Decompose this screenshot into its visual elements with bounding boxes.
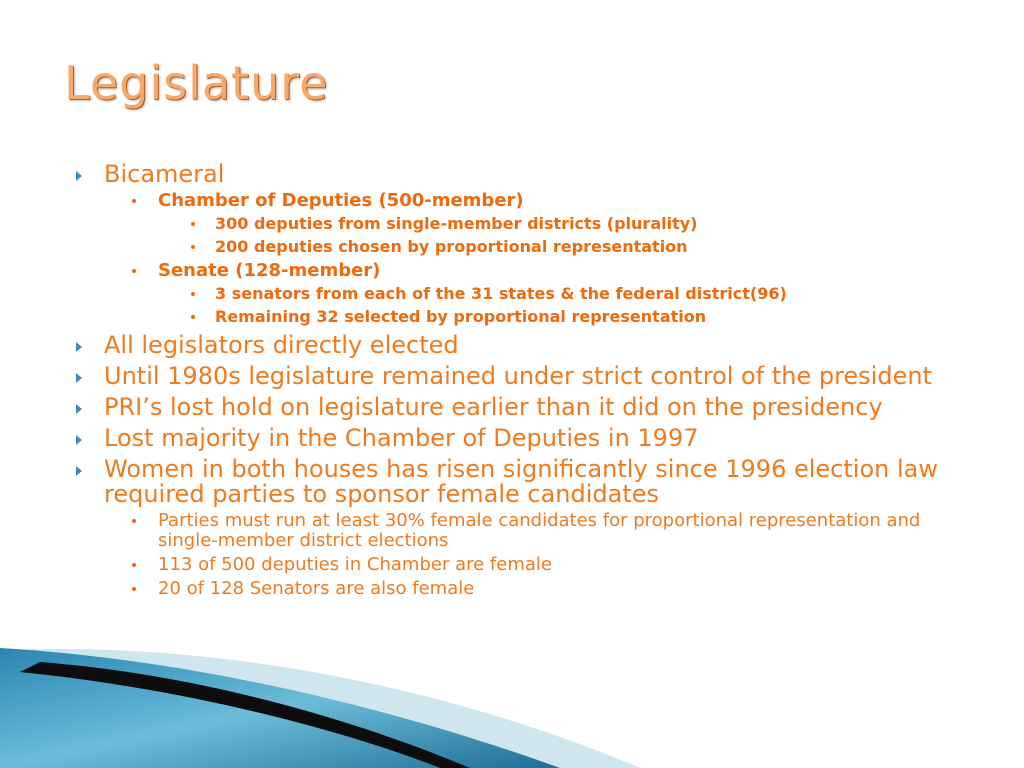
dot-bullet-icon [132,563,136,567]
sub-bullet-item [74,511,974,551]
bullet-text: Lost majority in the Chamber of Deputies in 1997 [104,424,699,452]
bullet-item [74,333,974,358]
dot-bullet-icon [191,245,195,249]
arrow-bullet-icon [76,342,82,352]
bullet-item [74,426,974,451]
bullet-text: All legislators directly elected [104,331,459,359]
dot-bullet-icon [191,292,195,296]
sub-sub-bullet-item [74,214,974,234]
dot-bullet-icon [132,199,136,203]
dot-bullet-icon [132,269,136,273]
bullet-text: Parties must run at least 30% female candidates for proportional representation and single-member district elections [158,510,921,551]
wave-dark-stroke [20,662,470,768]
bullet-item [74,395,974,420]
bullet-text: 113 of 500 deputies in Chamber are female [158,554,552,575]
bullet-text: Chamber of Deputies (500-member) [158,190,524,211]
sub-sub-bullet-item [74,237,974,257]
arrow-bullet-icon [76,404,82,414]
dot-bullet-icon [132,519,136,523]
sub-bullet-item [74,261,974,281]
bullet-item [74,457,974,507]
sub-sub-bullet-item [74,307,974,327]
bullet-text: Bicameral [104,160,225,188]
bullet-list [74,162,974,599]
wave-blue-band [0,648,560,768]
bullet-text: Women in both houses has risen significantly since 1996 election law required parties to sponsor female candidates [104,455,938,508]
bullet-text: PRI’s lost hold on legislature earlier than it did on the presidency [104,393,883,421]
dot-bullet-icon [132,587,136,591]
slide-title: Legislature [64,56,329,110]
bullet-text: 200 deputies chosen by proportional representation [215,237,688,256]
arrow-bullet-icon [76,373,82,383]
sub-bullet-item [74,191,974,211]
arrow-bullet-icon [76,435,82,445]
wave-light-band [0,649,640,768]
sub-bullet-item [74,579,974,599]
sub-sub-bullet-item [74,284,974,304]
bullet-item [74,364,974,389]
bullet-item [74,162,974,187]
bullet-text: 20 of 128 Senators are also female [158,578,475,599]
dot-bullet-icon [191,315,195,319]
arrow-bullet-icon [76,171,82,181]
bullet-text: Until 1980s legislature remained under strict control of the president [104,362,932,390]
bullet-text: Senate (128-member) [158,260,381,281]
dot-bullet-icon [191,222,195,226]
bullet-text: 3 senators from each of the 31 states & the federal district(96) [215,284,787,303]
bullet-text: Remaining 32 selected by proportional representation [215,307,707,326]
arrow-bullet-icon [76,466,82,476]
sub-bullet-item [74,555,974,575]
bullet-text: 300 deputies from single-member districts (plurality) [215,214,698,233]
